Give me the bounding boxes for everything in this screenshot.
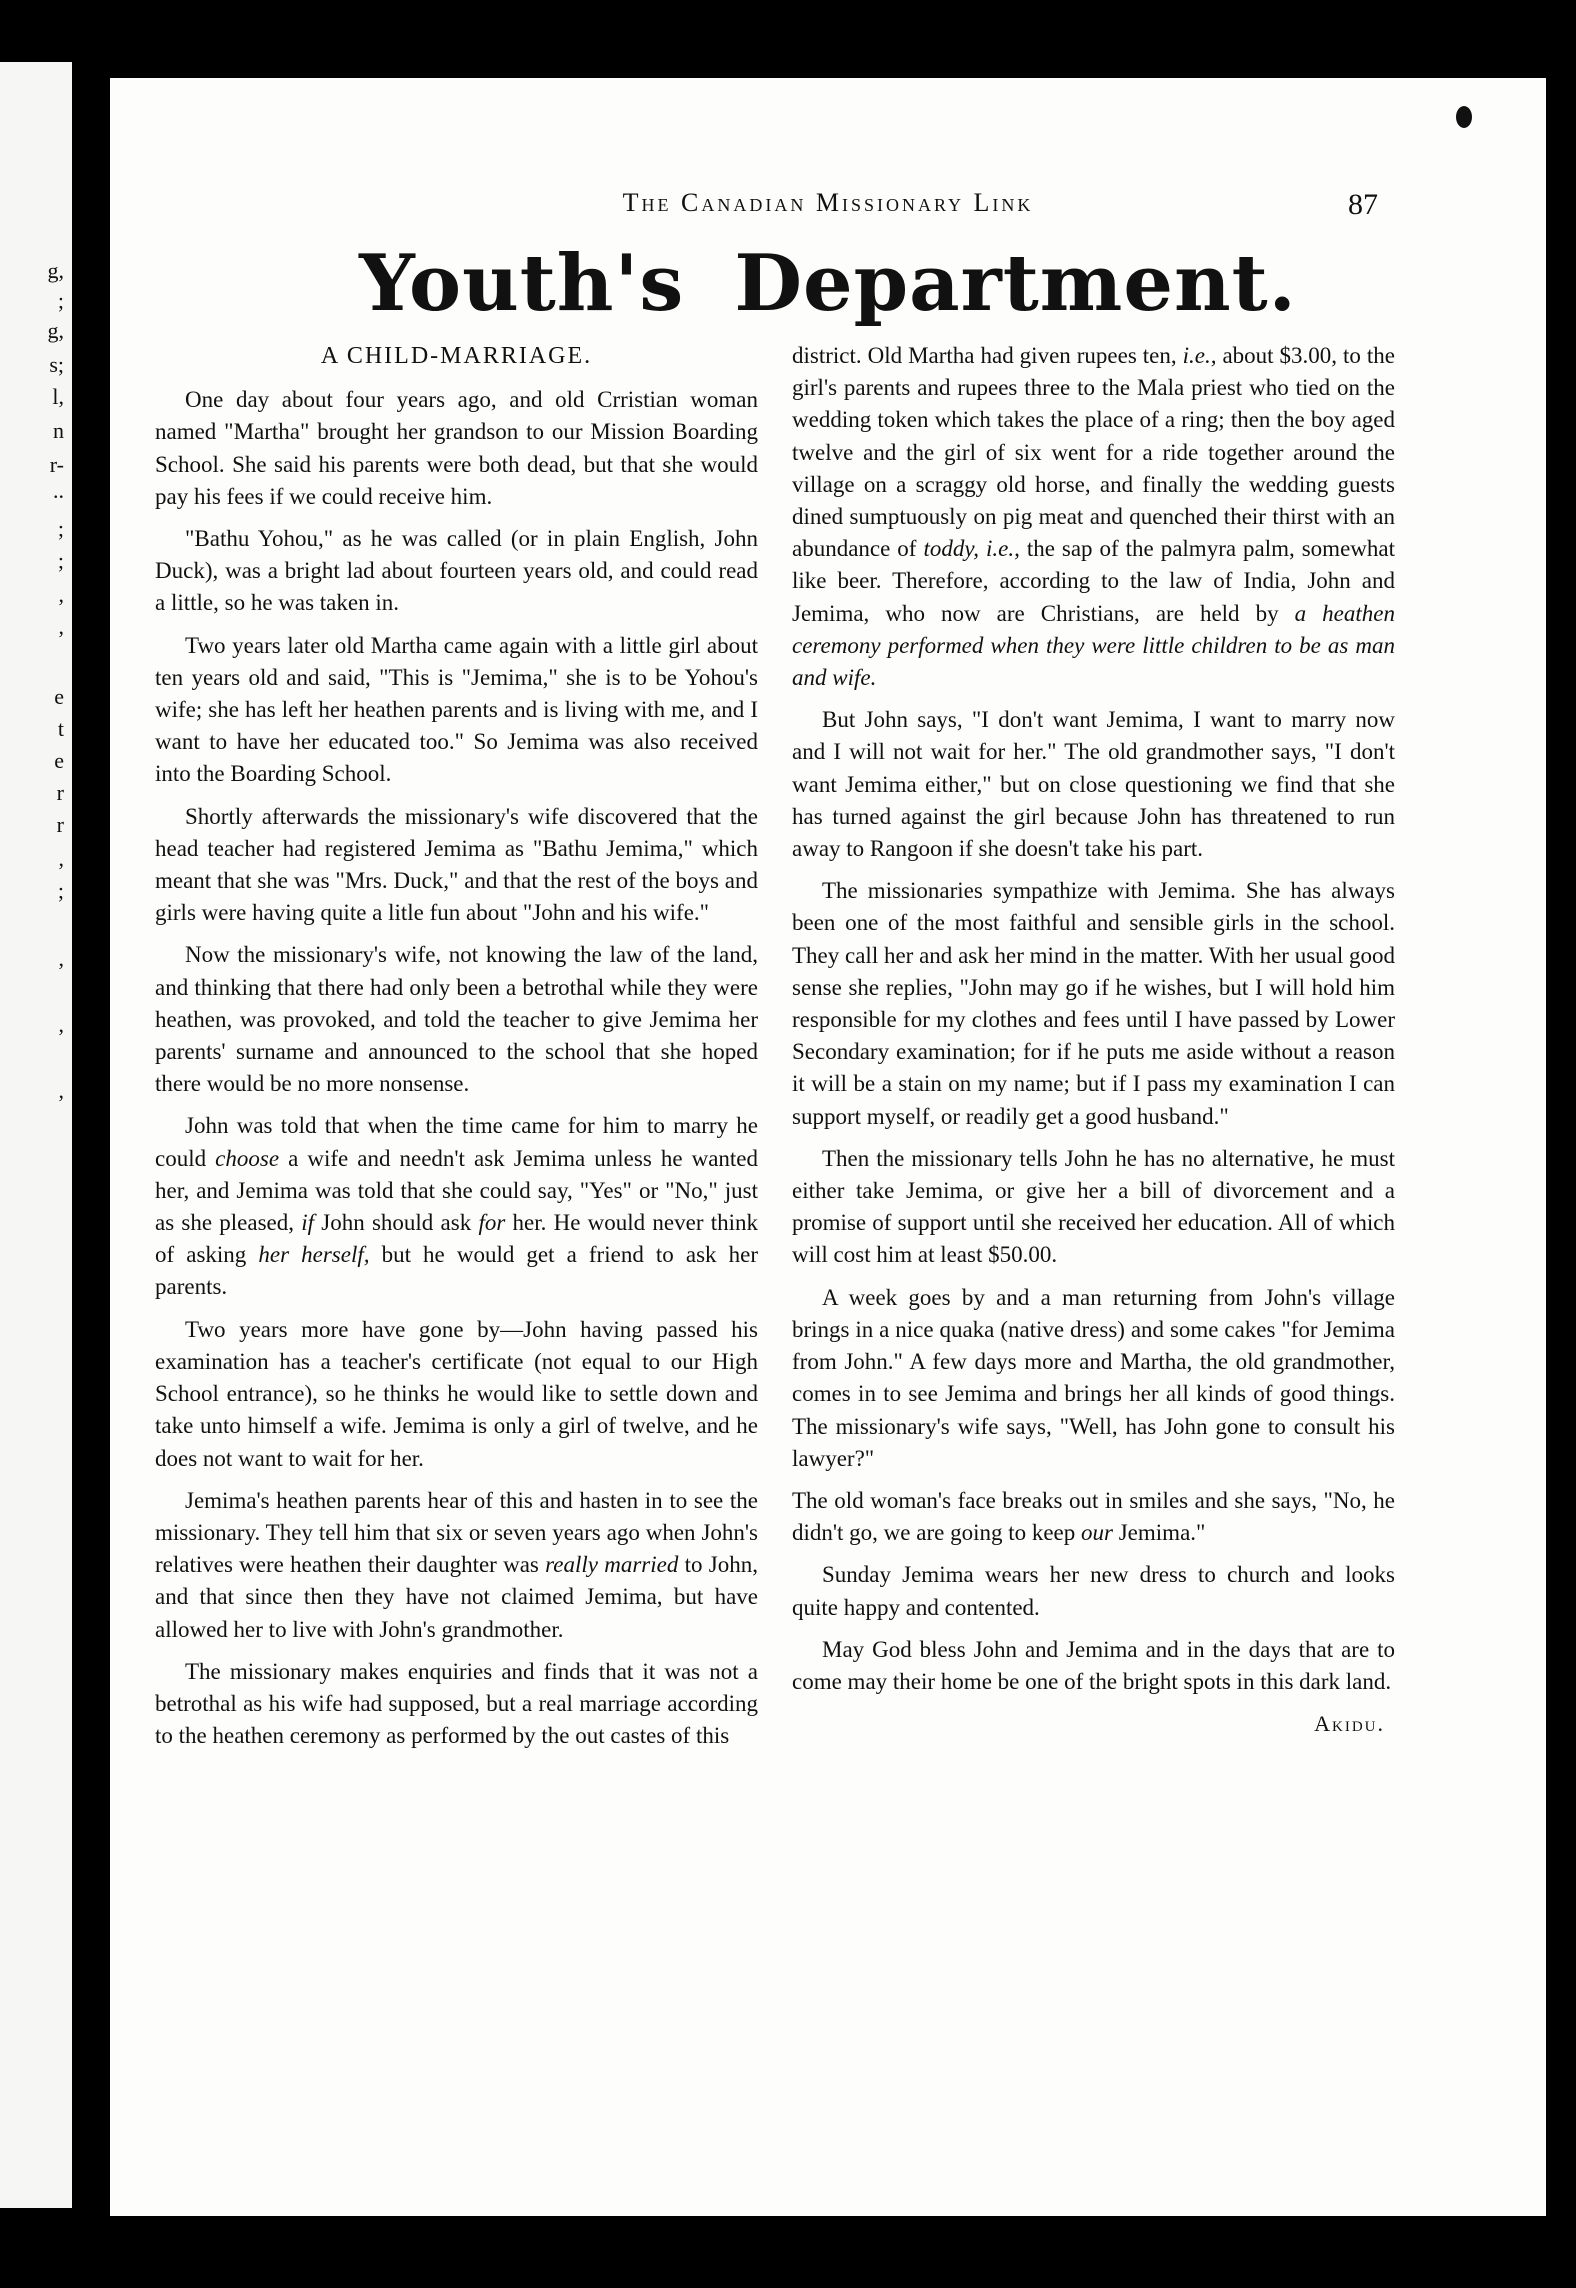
facing-page-edge: [0, 62, 72, 2208]
paragraph-text: Jemima.": [1112, 1520, 1206, 1546]
facing-page-fragment: r-: [49, 452, 64, 477]
running-header: The Canadian Missionary Link: [622, 188, 1034, 217]
article-column-left: [155, 340, 758, 1762]
italic-text: toddy, i.e.,: [923, 536, 1020, 562]
facing-page-fragment: ..: [53, 478, 64, 503]
paragraph-text: The old woman's face breaks out in smiles and she says, "No, he didn't go, we are going to keep: [792, 1487, 1395, 1546]
magazine-page: [110, 78, 1546, 2216]
paragraph-text: John should ask: [314, 1210, 479, 1236]
italic-text: if: [301, 1210, 315, 1236]
facing-page-fragment: g,: [47, 318, 64, 343]
facing-page-fragment: ,: [58, 1012, 64, 1037]
facing-page-fragment: ;: [57, 548, 64, 573]
facing-page-fragment: ;: [57, 516, 64, 541]
facing-page-fragment: ,: [58, 582, 64, 607]
paragraph: [155, 1110, 758, 1303]
facing-page-fragment: ,: [58, 846, 64, 871]
facing-page-fragment: ;: [57, 288, 64, 313]
italic-text: really married: [545, 1552, 679, 1578]
page-number: 87: [1348, 188, 1378, 221]
author-signature: Akidu.: [1314, 1711, 1385, 1737]
paragraph-text: to John, and that since then they have not claimed Jemima, but have allowed her to live with John's grandmother.: [155, 1552, 759, 1642]
facing-page-fragment: ,: [58, 1078, 64, 1103]
facing-page-fragment: e: [54, 748, 64, 773]
paragraph: One day about four years ago, and old Crristian woman named "Martha" brought her grandson to our Mission Boarding School. She said his parents were both dead, but that she would pay his fees if we could receive him.: [155, 387, 758, 509]
facing-page-fragment: n: [53, 418, 64, 443]
italic-text: our: [1081, 1520, 1113, 1546]
paragraph: The missionary makes enquiries and finds that it was not a betrothal as his wife had supposed, but a real marriage according to the heathen ceremony as performed by the out castes of this: [155, 1658, 758, 1749]
paragraph-continued: [792, 1485, 1395, 1549]
paragraph: But John says, "I don't want Jemima, I want to marry now and I will not wait for her." The old grandmother says, "I don't want Jemima either," but on close questioning we find that she has turned against the girl because John has threatened to run away to Rangoon if she doesn't take his part.: [792, 707, 1395, 862]
paragraph-text: a wife and needn't ask Jemima unless he wanted her, and Jemima was told that she could say, "Yes" or "No," just as she pleased,: [155, 1145, 758, 1236]
paragraph: The missionaries sympathize with Jemima. She has always been one of the most faithful and sensible girls in the school. They call her and ask her mind in the matter. With her usual good sense she replies, "John may go if he wishes, but I will hold him responsible for my clothes and fees until I have passed by Lower Secondary examination; for if he puts me aside without a reason it will be a stain on my name; but if I pass my examination I can support myself, or readily get a good husband.": [792, 878, 1395, 1129]
italic-text: for: [478, 1210, 506, 1236]
paragraph-continued: [792, 340, 1395, 694]
article-subhead: A CHILD-MARRIAGE.: [320, 343, 593, 369]
facing-page-fragment: g,: [47, 258, 64, 283]
italic-text: a heathen ceremony performed when they were little children to be as man and wife.: [792, 600, 1395, 691]
italic-text: choose: [215, 1145, 280, 1171]
title-word-department: Department.: [734, 238, 1297, 329]
paragraph: Then the missionary tells John he has no alternative, he must either take Jemima, or give her a bill of divorcement and a promise of support until she received her education. All of which will cost him at least $50.00.: [792, 1145, 1395, 1268]
paragraph: Sunday Jemima wears her new dress to church and looks quite happy and contented.: [792, 1562, 1395, 1620]
paragraph: A week goes by and a man returning from John's village brings in a nice quaka (native dress) and some cakes "for Jemima from John." A few days more and Martha, the old grandmother, comes in to see Jemima and brings her all kinds of good things. The missionary's wife says, "Well, has John gone to consult his lawyer?": [792, 1284, 1395, 1471]
facing-page-fragment: r: [56, 780, 64, 805]
facing-page-fragment: r: [56, 812, 64, 837]
page-title: [110, 238, 1546, 329]
paragraph: Shortly afterwards the missionary's wife discovered that the head teacher had registered Jemima as "Bathu Jemima," which meant that she was "Mrs. Duck," and that the rest of the boys and girls were having quite a litle fun about "John and his wife.": [155, 803, 758, 926]
title-word-youths: Youth's: [359, 238, 685, 329]
facing-page-fragment: ,: [58, 614, 64, 639]
italic-text: her herself,: [258, 1242, 370, 1268]
paragraph-text: but he would get a friend to ask her parents.: [155, 1242, 758, 1300]
article-column-right: [792, 340, 1395, 1740]
paragraph: [155, 1485, 758, 1646]
paragraph-text: John was told that when the time came for him to marry he could: [155, 1113, 758, 1171]
paragraph-text: district. Old Martha had given rupees ten,: [792, 343, 1183, 368]
italic-text: i.e.,: [1182, 343, 1217, 368]
facing-page-fragment: t: [57, 716, 64, 741]
paragraph-text: the sap of the palmyra palm, somewhat like beer. Therefore, according to the law of India, John and Jemima, who now are Christians, are held by: [792, 536, 1395, 626]
paragraph: Two years more have gone by—John having passed his examination has a teacher's certificate (not equal to our High School entrance), so he thinks he would like to settle down and take unto himself a wife. Jemima is only a girl of twelve, and he does not want to wait for her.: [155, 1316, 758, 1471]
paragraph: Two years later old Martha came again with a little girl about ten years old and said, "This is "Jemima," she is to be Yohou's wife; she has left her heathen parents and is living with me, and I want to have her educated too." So Jemima was also received into the Boarding School.: [155, 632, 758, 787]
ink-dot: [1456, 106, 1472, 128]
paragraph-text: Jemima's heathen parents hear of this and hasten in to see the missionary. They tell him that six or seven years ago when John's relatives were heathen their daughter was: [155, 1487, 758, 1578]
facing-page-fragment: l,: [52, 384, 64, 409]
facing-page-fragment: ,: [58, 946, 64, 971]
paragraph-text: her. He would never think of asking: [155, 1210, 758, 1268]
facing-page-fragment: s;: [49, 352, 64, 377]
facing-page-fragment: ;: [57, 878, 64, 903]
paragraph: "Bathu Yohou," as he was called (or in plain English, John Duck), was a bright lad about fourteen years old, and could read a little, so he was taken in.: [155, 526, 758, 616]
paragraph: May God bless John and Jemima and in the days that are to come may their home be one of the bright spots in this dark land.: [792, 1636, 1395, 1694]
facing-page-fragment: e: [54, 684, 64, 709]
paragraph: Now the missionary's wife, not knowing the law of the land, and thinking that there had only been a betrothal while they were heathen, was provoked, and told the teacher to give Jemima her parents' surname and announced to the school that she hoped there would be no more nonsense.: [155, 942, 758, 1097]
paragraph-text: about $3.00, to the girl's parents and rupees three to the Mala priest who tied on the wedding token which takes the place of a ring; then the boy aged twelve and the girl of six went for a ride together around the village on a scraggy old horse, and finally the wedding guests dined sumptuously on pig meat and quenched their thirst with an abundance of: [792, 343, 1395, 562]
